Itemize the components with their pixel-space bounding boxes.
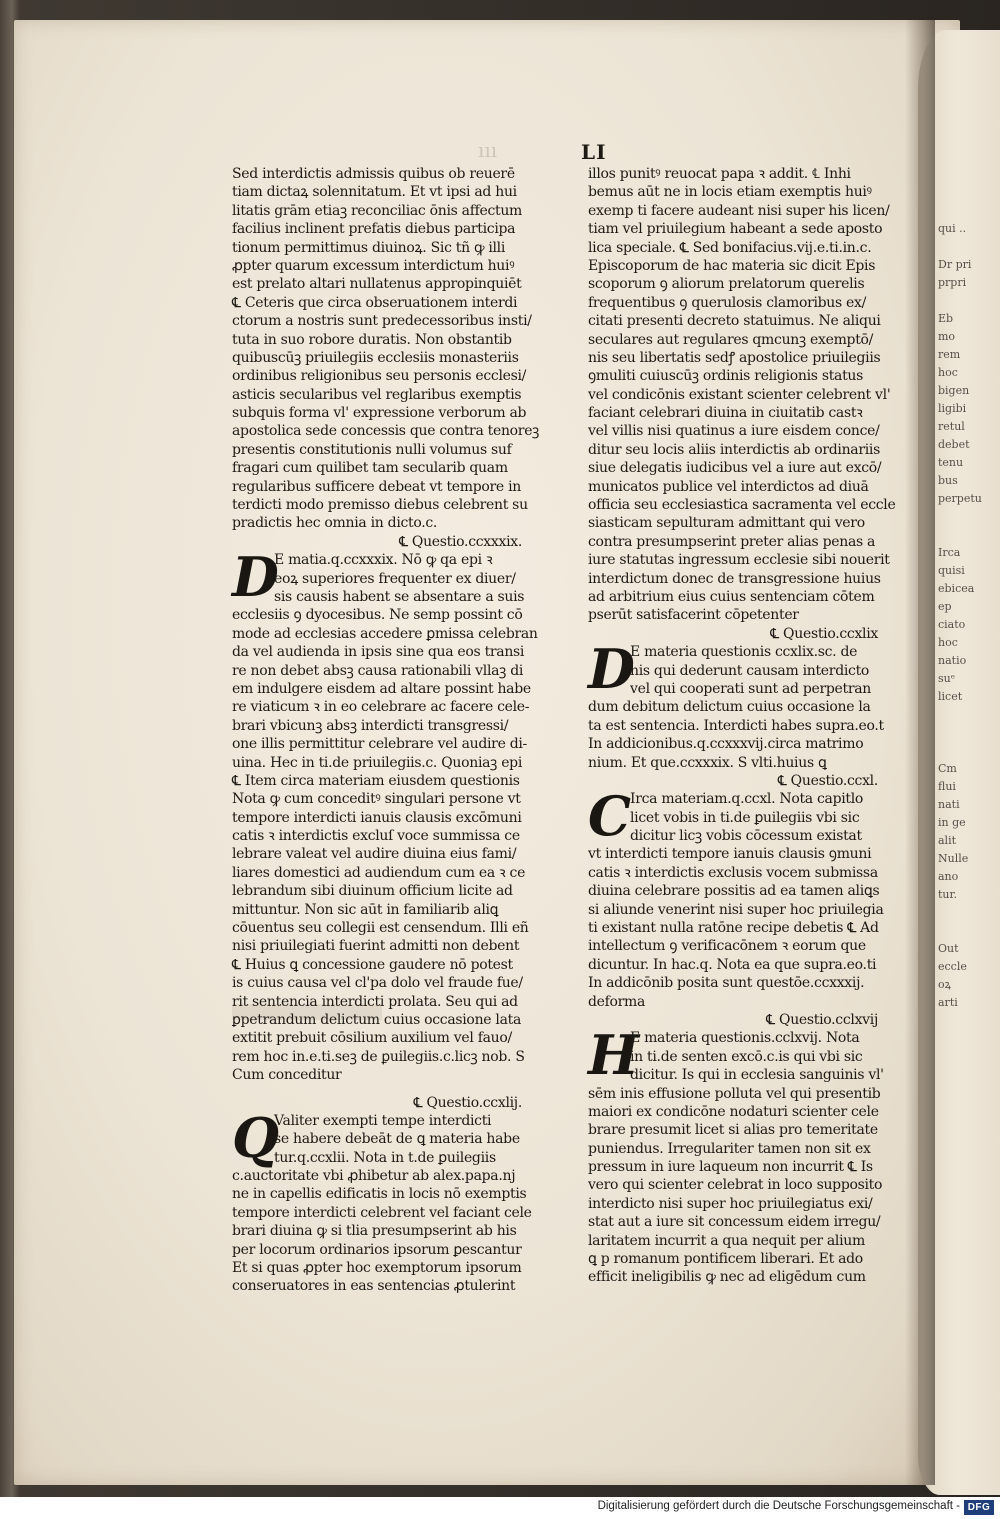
fragment-line: ebicea [938, 582, 975, 595]
text-line: dum debitum delictum cuius occasione la [588, 699, 871, 716]
text-line: licet vobis in ti.de ꝑuilegiis vbi sic [630, 809, 860, 826]
text-line: regularibus sufficere debeat vt tempore in [232, 478, 521, 495]
fragment-line: arti [938, 996, 958, 1009]
text-line: est prelato altari nullatenus appropinquiēt [232, 276, 522, 293]
dfg-logo: DFG [964, 1500, 994, 1515]
text-line: dicitur. Is qui in ecclesia sanguinis vl' [630, 1067, 884, 1084]
text-line: em indulgere eisdem ad altare possint habe [232, 680, 531, 697]
text-line: citati presenti decreto statuimus. Ne aliqui [588, 313, 881, 330]
text-line: one illis permittitur celebrare vel audire di- [232, 736, 527, 753]
text-line: presentis constitutionis nulli volumus suf [232, 441, 512, 458]
fragment-line: qui .. [938, 222, 967, 235]
text-line: ditur seu locis aliis interdictis ab ordinariis [588, 441, 880, 458]
folio-number: LI [581, 140, 607, 164]
fragment-line: bus [938, 474, 958, 487]
text-line: rem hoc in.e.ti.seꝫ de ꝑuilegiis.c.licꝫ nob. S [232, 1048, 525, 1065]
text-line: ꝓpter quarum excessum interdictum huiꝰ [232, 257, 515, 274]
text-line: pressum in iure laqueum non incurrit ℄ Is [588, 1159, 873, 1176]
text-line: catis ꝛ interdictis excluſ voce summissa ce [232, 828, 520, 845]
fragment-line: eccle [938, 960, 967, 973]
drop-initial: D [232, 545, 279, 610]
funding-credit: Digitalisierung gefördert durch die Deutsche Forschungsgemeinschaft - [597, 1500, 960, 1512]
text-line: rit sentencia interdicti prolata. Seu qui ad [232, 993, 518, 1010]
fragment-line: debet [938, 438, 970, 451]
text-line: sēm inis effusione polluta vel qui presentib [588, 1085, 881, 1102]
text-line: fragari cum quilibet tam secularib quam [232, 460, 508, 477]
text-line: ctorum a nostris sunt predecessoribus insti/ [232, 313, 532, 330]
fragment-line: Irca [938, 546, 961, 559]
text-line: Irca materiam.q.ccxl. Nota capitlo [630, 791, 864, 808]
fragment-line [938, 922, 1000, 940]
fragment-line: Out [938, 942, 959, 955]
fragment-line: hoc [938, 366, 958, 379]
paragraph-block [588, 165, 896, 625]
text-line: laritatem incurrit a qua nequit per alium [588, 1232, 865, 1249]
text-line: ti existant nulla ratōne recipe debetis ℄ Ad [588, 920, 879, 937]
text-line: dicitur licꝫ vobis cōcessum existat [630, 828, 862, 845]
text-line: mittuntur. Non sic aūt in familiarib aliꝗ [232, 901, 499, 918]
right-text-column [588, 165, 896, 1287]
text-line: nisi priuilegiati fuerint admitti non debent [232, 938, 520, 955]
drop-initial: H [588, 1023, 639, 1088]
text-line: per locorum ordinarios ipsorum ꝑescantur [232, 1241, 522, 1258]
initial-block [588, 1023, 884, 1286]
text-line: contra presumpserint preter alias penas a [588, 533, 876, 550]
text-line: tiam dictaꝝ solennitatum. Et vt ipsi ad hui [232, 184, 517, 201]
question-heading: ℄ Questio.ccxl. [777, 772, 878, 789]
text-line: In addicionibus.q.ccxxxvij.circa matrimo [588, 736, 864, 753]
text-line: tiam vel priuilegium habeant a sede aposto [588, 221, 883, 238]
text-line: puniendus. Irregulariter tamen non sit ex [588, 1140, 871, 1157]
text-line: diuina celebrare possitis ad ea tamen aliꝗs [588, 883, 880, 900]
text-line: in ti.de senten excō.c.is qui vbi sic [630, 1048, 863, 1065]
text-line: nium. Et que.ccxxxix. S vlti.huius ꝗ [588, 754, 827, 771]
text-line: litatis grām etiaꝫ reconciliac ōnis affectum [232, 202, 523, 219]
text-line: ecclesiis ꝯ dyocesibus. Ne semp possint cō [232, 607, 523, 624]
text-line: dicuntur. In hac.q. Nota ea que supra.eo.ti [588, 956, 877, 973]
fragment-line [938, 292, 1000, 310]
fragment-line: flui [938, 780, 956, 793]
text-line: ꝯmuliti cuiuscūꝫ ordinis religionis status [588, 368, 864, 385]
fragment-line: tur. [938, 888, 958, 901]
fragment-line [938, 526, 1000, 544]
paragraph-block [588, 1023, 884, 1286]
text-line: siue delegatis iudicibus vel a iure aut excō/ [588, 460, 882, 477]
fragment-line: Dr pri [938, 258, 972, 271]
question-heading: ℄ Questio.ccxxxix. [399, 533, 522, 550]
initial-block [588, 637, 884, 772]
text-line: bemus aūt ne in locis etiam exemptis huiꝰ [588, 184, 872, 201]
text-line: tuta in suo robore duratis. Non obstantib [232, 331, 512, 348]
gutter-shadow [905, 20, 935, 1485]
text-line: re viaticum ꝛ in eo celebrare ac facere cele- [232, 699, 530, 716]
text-line: tur.q.ccxlii. Nota in t.de ꝑuilegiis [274, 1149, 496, 1166]
fragment-line [938, 508, 1000, 526]
fragment-line: ligibi [938, 402, 967, 415]
text-line: da vel audienda in ipsis sine qua eos transi [232, 644, 525, 661]
text-line: efficit ineligibilis ꝙ nec ad eligēdum cum [588, 1269, 866, 1286]
text-line: Episcoporum de hac materia sic dicit Epis [588, 257, 876, 274]
left-text-column [232, 165, 540, 1296]
fragment-line: bigen [938, 384, 970, 397]
fragment-line: prpri [938, 276, 967, 289]
paragraph-block [232, 1105, 532, 1296]
text-line: catis ꝛ interdictis exclusis vocem submissa [588, 864, 878, 881]
text-line: subquis forma vl' expressione verborum ab [232, 405, 527, 422]
paragraph-block [232, 545, 538, 1084]
text-line: eoꝝ superiores frequenter ex diuer/ [274, 570, 516, 587]
text-line: apostolica sede concessis que contra tenoreꝫ [232, 423, 540, 440]
fragment-line: licet [938, 690, 963, 703]
text-line: liares domestici ad audiendum cum ea ꝛ ce [232, 864, 526, 881]
fragment-line: in ge [938, 816, 966, 829]
text-line: brare presumit licet si alias pro temeritate [588, 1122, 878, 1139]
fragment-line: ciato [938, 618, 966, 631]
text-line: illos punitꝰ reuocat papa ꝛ addit. ℄ Inhi [588, 166, 851, 182]
drop-initial: D [588, 637, 635, 702]
initial-block [232, 1105, 532, 1296]
text-line: tionum permittimus diuinoꝝ. Sic tñ ꝙ illi [232, 239, 506, 256]
drop-initial: Q [232, 1105, 279, 1170]
fragment-line [938, 742, 1000, 760]
fragment-line [938, 706, 1000, 724]
initial-block [232, 545, 538, 1084]
fragment-line: oꝝ [938, 978, 951, 991]
text-line: ℄ Ceteris que circa obseruationem interdi [232, 294, 518, 311]
fragment-line: retul [938, 420, 965, 433]
text-line: Valiter exempti tempe interdicti [274, 1112, 492, 1129]
text-line: Sed interdictis admissis quibus ob reuerē [232, 166, 515, 182]
text-line: faciant celebrari diuina in ciuitatib castꝛ [588, 405, 863, 422]
fragment-line: rem [938, 348, 961, 361]
text-line: ꝑpetrandum delictum cuius occasione lata [232, 1011, 522, 1028]
text-line: c.auctoritate vbi ꝓhibetur ab alex.papa.nj [232, 1168, 516, 1185]
text-line: iure statutas ingressum ecclesie sibi nouerit [588, 552, 890, 569]
text-line: E matia.q.ccxxxix. Nō ꝙ qa epi ꝛ [274, 552, 493, 569]
text-line: exemp ti facere audeant nisi super his licen/ [588, 202, 890, 219]
text-line: deforma [588, 993, 646, 1010]
text-line: vel condicōnis existant scienter celebrent vl' [588, 386, 891, 403]
fragment-line [938, 904, 1000, 922]
initial-block [588, 784, 884, 1011]
text-line: seculares aut regulares qmcunꝫ exemptō/ [588, 331, 874, 348]
fragment-line: hoc [938, 636, 958, 649]
fragment-line [938, 238, 1000, 256]
text-line: ne in capellis edificatis in locis nō exemptis [232, 1186, 527, 1203]
fragment-line: suᵉ [938, 672, 955, 685]
fragment-line: natio [938, 654, 967, 667]
text-line: officia seu ecclesiastica sacramenta vel eccle [588, 497, 896, 514]
text-line: sis causis habent se absentare a suis [274, 588, 525, 605]
text-line: scoporum ꝯ aliorum prelatorum querelis [588, 276, 865, 293]
text-line: Nota ꝙ cum conceditꝰ singulari persone vt [232, 791, 521, 808]
text-line: asticis secularibus vel reglaribus exemptis [232, 386, 522, 403]
drop-initial: C [588, 784, 631, 849]
text-line: re non debet absꝫ causa rationabili vllaꝫ di [232, 662, 524, 679]
text-line: frequentibus ꝯ querulosis clamoribus ex/ [588, 294, 867, 311]
text-line: E materia questionis.cclxvij. Nota [630, 1030, 860, 1047]
text-line: nis seu libertatis sedꝭ apostolice priuilegiis [588, 349, 881, 366]
text-line: ℄ Item circa materiam eiusdem questionis [232, 772, 520, 789]
text-line: conseruatores in eas sentencias ꝓtulerint [232, 1278, 516, 1295]
text-line: uina. Hec in ti.de priuilegiis.c. Quoniaꝫ epi [232, 754, 523, 771]
text-line: vel villis nisi quatinus a iure eisdem conce/ [588, 423, 880, 440]
text-line: extitit prebuit cōsilium auxilium vel fauo/ [232, 1030, 512, 1047]
question-heading: ℄ Questio.ccxlij. [413, 1094, 522, 1111]
paragraph-block [232, 165, 540, 533]
text-line: is cuius causa vel cl'pa dolo vel fraude fue/ [232, 975, 523, 992]
fragment-line: ep [938, 600, 952, 613]
text-line: municatos publice vel interdictos ad diuā [588, 478, 869, 495]
text-line: intellectum ꝯ verificacōnem ꝛ eorum que [588, 938, 866, 955]
question-heading: ℄ Questio.ccxlix [770, 625, 878, 642]
text-line: lica speciale. ℄ Sed bonifacius.vij.e.ti.in.c. [588, 239, 872, 256]
fragment-line: perpetu [938, 492, 982, 505]
text-line: E materia questionis ccxlix.sc. de [630, 644, 858, 661]
text-line: terdicti modo premisso diebus celebrent su [232, 497, 528, 514]
text-line: si aliunde venerint nisi super hoc priuilegia [588, 901, 884, 918]
text-line: ꝗ p romanum pontificem liberari. Et ado [588, 1251, 863, 1268]
text-line: cōuentus seu collegii est censendum. Illi eñ [232, 920, 529, 937]
text-line: vero qui scienter celebrat in loco supposito [588, 1177, 883, 1194]
text-line: brari vbicunꝫ absꝫ interdicti transgressi/ [232, 717, 509, 734]
fragment-line: ano [938, 870, 959, 883]
text-line: vt interdicti tempore ianuis clausis ꝯmuni [588, 846, 872, 863]
text-line: interdictum donec de transgressione huius [588, 570, 881, 587]
fragment-line [938, 724, 1000, 742]
text-line: Et si quas ꝓpter hoc exemptorum ipsorum [232, 1260, 522, 1277]
fragment-line: Nulle [938, 852, 969, 865]
question-heading: ℄ Questio.cclxvij [766, 1011, 878, 1028]
fragment-line: Eb [938, 312, 954, 325]
text-line: lebrandum sibi diuinum officium licite ad [232, 883, 513, 900]
fragment-line: Cm [938, 762, 957, 775]
text-line: quibuscūꝫ priuilegiis ecclesiis monasteriis [232, 349, 519, 366]
text-line: stat aut a iure sit concessum eidem irregu/ [588, 1214, 881, 1231]
text-line: vel qui cooperati sunt ad perpetran [630, 680, 871, 697]
text-line: ordinibus religionibus seu personis ecclesi/ [232, 368, 527, 385]
text-line: lebrare valeat vel audire diuina eius fami/ [232, 846, 517, 863]
fragment-line: alit [938, 834, 957, 847]
text-line: In addicōnib posita sunt questōe.ccxxxij. [588, 975, 865, 992]
text-line: siasticam sepulturam admittant qui vero [588, 515, 865, 532]
text-line: se habere debeāt de ꝗ materia habe [274, 1131, 520, 1148]
text-line: pserūt satisfacerint cōpetenter [588, 607, 799, 624]
text-line: ℄ Huius ꝗ concessione gaudere nō potest [232, 956, 513, 973]
footer-bar [0, 1497, 1000, 1519]
text-line: mode ad ecclesias accedere ꝑmissa celebran [232, 625, 538, 642]
text-line: pradictis hec omnia in dicto.c. [232, 515, 438, 532]
fragment-line: tenu [938, 456, 964, 469]
text-line: ad arbitrium eius cuius sentenciam cōtem [588, 588, 875, 605]
text-line: tempore interdicti ianuis clausis excōmuni [232, 809, 522, 826]
text-line: brari diuina ꝙ si tlia presumpserint ab his [232, 1223, 517, 1240]
paragraph-block [588, 637, 884, 772]
paragraph-block [588, 784, 884, 1011]
text-line: his qui dederunt causam interdicto [630, 662, 870, 679]
text-line: ta est sentencia. Interdicti habes supra.eo.t [588, 717, 884, 734]
fragment-line: quisi [938, 564, 965, 577]
text-line: maiori ex condicōne nodaturi scienter cele [588, 1103, 879, 1120]
text-line: tempore interdicti celebrent vel faciant cele [232, 1204, 532, 1221]
text-line: facilius inclinent prefatis diebus participa [232, 221, 516, 238]
fragment-line: mo [938, 330, 956, 343]
fragment-line: nati [938, 798, 960, 811]
next-page-fragment [938, 220, 1000, 1012]
text-line: interdicto nisi super hoc priuilegiatus exi/ [588, 1195, 873, 1212]
show-through-mark: ııı [478, 138, 498, 162]
text-line: Cum conceditur [232, 1067, 342, 1084]
